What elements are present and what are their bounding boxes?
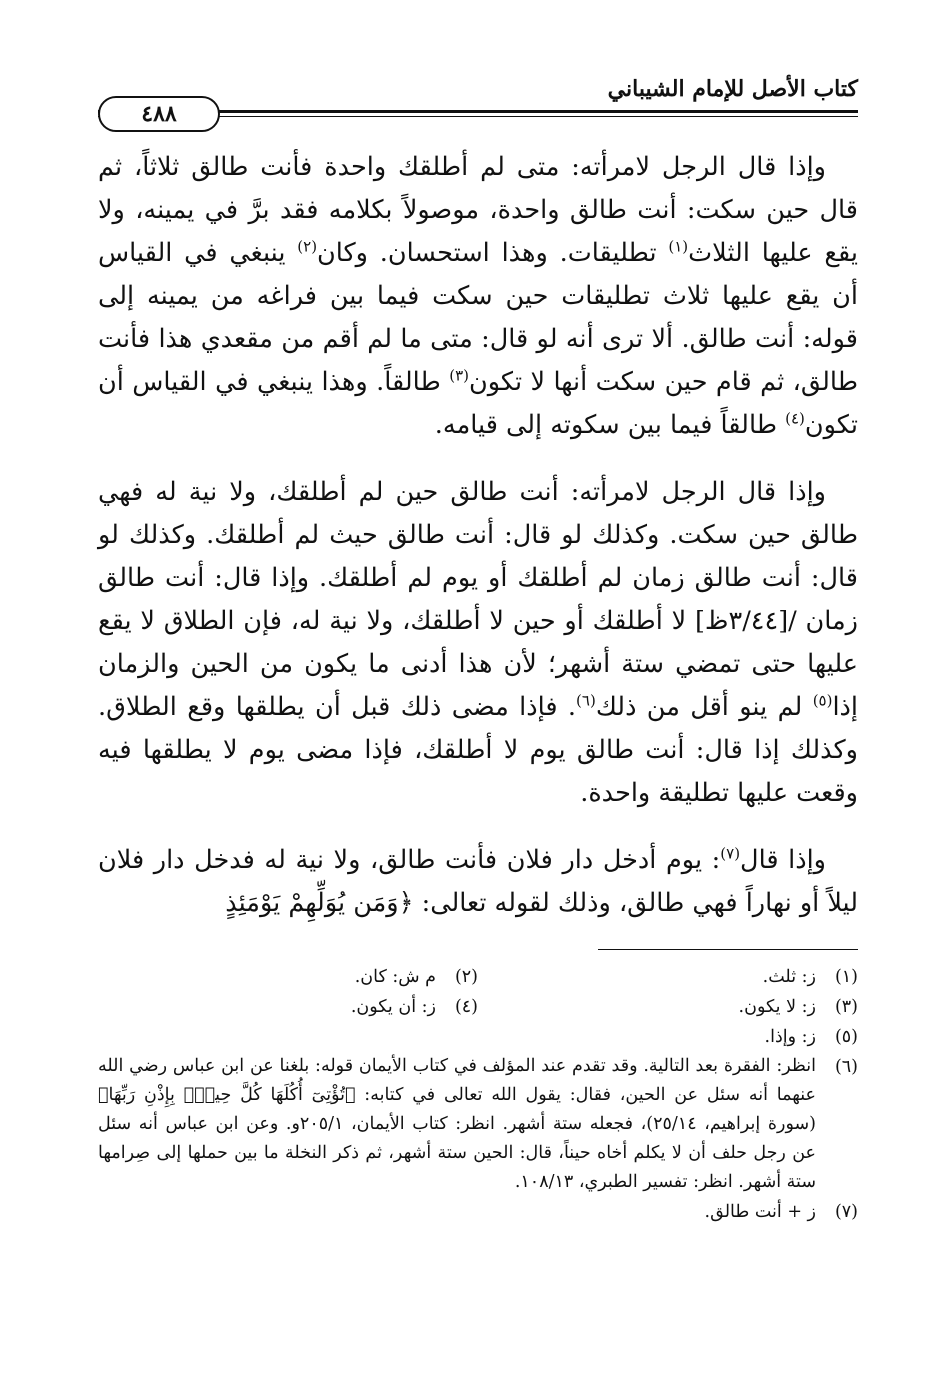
book-page — [98, 70, 858, 1227]
footnote-number: (٥) — [834, 1027, 858, 1047]
footnote-row — [98, 962, 858, 992]
footnote-number: (٦) — [834, 1057, 858, 1077]
paragraph — [98, 146, 858, 447]
paragraph — [98, 471, 858, 815]
footnote — [478, 962, 858, 992]
footnote-text: ز: لا يكون. — [738, 997, 816, 1017]
text-run: : يوم أدخل دار فلان فأنت طالق، ولا نية له فدخل دار فلان ليلاً أو نهاراً فهي طالق، وذلك لقوله تعالى: ﴿وَمَن يُوَلِّهِمْ يَوْمَئِذٍ — [98, 845, 858, 918]
text-run: وإذا قال الرجل لامرأته: أنت طالق حين لم أطلقك، ولا نية له فهي طالق حين سكت. وكذلك لو قال: أنت طالق حيث لم أطلقك. وكذلك لو قال: أنت طالق زمان لم أطلقك أو يوم لم أطلقك. وإذا قال: أنت طالق زمان /[٣/٤٤ظ] لا أطلقك أو حين لا أطلقك، ولا نية له، فإن الطلاق لا يقع عليها حتى تمضي ستة أشهر؛ لأن هذا أدنى ما يكون من الحين والزمان إذا — [98, 477, 858, 722]
text-run: وإذا قال الرجل لامرأته: متى لم أطلقك واحدة فأنت طالق ثلاثاً، ثم قال حين سكت: أنت طالق واحدة، موصولاً بكلامه فقد برَّ في يمينه، ولا يقع عليها الثلاث — [98, 152, 858, 268]
footnote-row — [98, 1197, 858, 1227]
footnote-number: (١) — [834, 967, 858, 987]
footnote-number: (٢) — [454, 967, 478, 987]
footnote-ref: (٤) — [785, 409, 805, 428]
text-run: ينبغي في القياس أن يقع عليها ثلاث تطليقات حين سكت فيما بين فراغه من يمينه إلى قوله: أنت طالق. ألا ترى أنه لو قال: متى ما لم أقم من مقعدي هذا فأنت طالق، ثم قام حين سكت أنها لا تكون — [98, 238, 858, 397]
footnote-ref: (٣) — [449, 366, 469, 385]
footnotes — [98, 962, 858, 1227]
text-run: . فإذا مضى ذلك قبل أن يطلقها وقع الطلاق. وكذلك إذا قال: أنت طالق يوم لا أطلقك، فإذا مضى يوم لا يطلقها فيه وقعت عليها تطليقة واحدة. — [98, 692, 858, 808]
footnote-text: انظر: الفقرة بعد التالية. وقد تقدم عند المؤلف في كتاب الأيمان قوله: بلغنا عن ابن عباس رضي الله عنهما أنه سئل عن الحين، فقال: يقول الله تعالى في كتابه: ﴿تُؤْتِىٓ أُكُلَهَا كُلَّ حِينٍۭ بِإِذْنِ رَبِّهَا﴾ (سورة إبراهيم، ٢٥/١٤)، فجعله ستة أشهر. انظر: كتاب الأيمان، ٢٠٥/١و. وعن ابن عباس أنه سئل عن رجل حلف أن لا يكلم أخاه حيناً، قال: الحين ستة أشهر، ثم ذكر النخلة ما بين حملها إلى صِرامها ستة أشهر. انظر: تفسير الطبري، ١٠٨/١٣. — [98, 1056, 816, 1192]
footnote-text: ز: وإذا. — [764, 1027, 816, 1047]
footnote-text: م ش: كان. — [354, 967, 436, 987]
text-run: لم ينو أقل من ذلك — [595, 692, 813, 722]
footnote — [98, 1052, 858, 1197]
page-header — [98, 70, 858, 126]
footnote-row — [98, 992, 858, 1022]
footnote — [98, 1022, 858, 1052]
footnote-text: ز + أنت طالق. — [704, 1202, 816, 1222]
footnote-ref: (٥) — [812, 691, 833, 710]
footnote-row — [98, 1052, 858, 1197]
text-run: طالقاً. وهذا ينبغي في القياس أن تكون — [98, 367, 858, 440]
footnote — [98, 1197, 858, 1227]
main-text — [98, 146, 858, 925]
book-title: كتاب الأصل للإمام الشيباني — [607, 76, 858, 102]
text-run: تطليقات. وهذا استحسان. وكان — [317, 238, 669, 268]
page-number-badge — [98, 96, 220, 132]
footnote-ref: (٧) — [720, 844, 741, 863]
footnote-row — [98, 1022, 858, 1052]
footnote-number: (٣) — [834, 997, 858, 1017]
footnote — [98, 992, 478, 1022]
footnote-ref: (١) — [668, 237, 689, 256]
footnote-ref: (٢) — [297, 237, 318, 256]
paragraph — [98, 839, 858, 925]
footnote-number: (٧) — [834, 1202, 858, 1222]
footnote — [98, 962, 478, 992]
footnote-number: (٤) — [454, 997, 478, 1017]
footnote — [478, 992, 858, 1022]
text-run: وإذا قال — [740, 845, 826, 875]
text-run: طالقاً فيما بين سكوته إلى قيامه. — [434, 410, 786, 440]
footnote-ref: (٦) — [576, 691, 596, 710]
footnote-text: ز: أن يكون. — [350, 997, 436, 1017]
footnote-separator — [598, 949, 858, 950]
page-number: ٤٨٨ — [141, 101, 177, 127]
footnote-text: ز: ثلث. — [762, 967, 816, 987]
